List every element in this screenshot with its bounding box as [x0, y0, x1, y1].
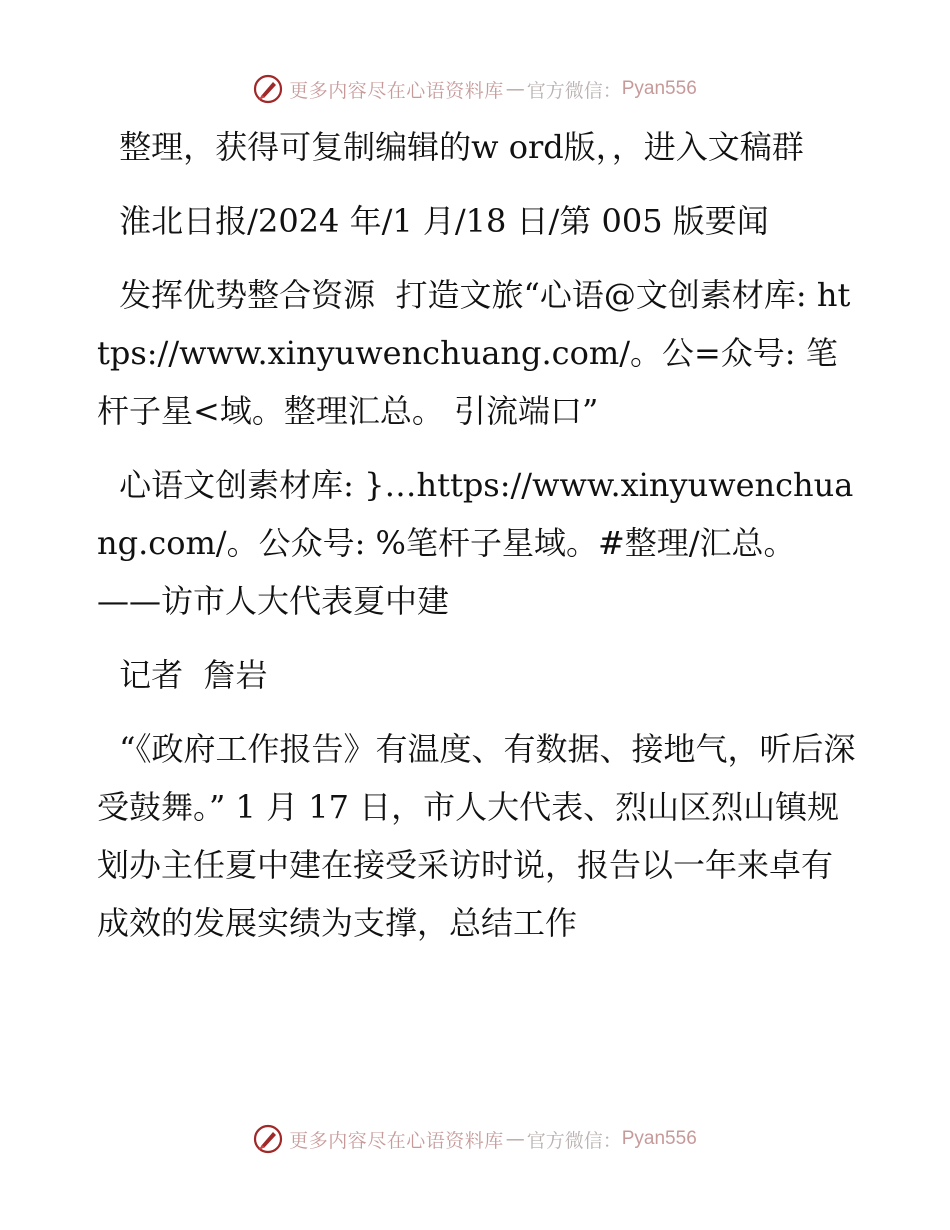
watermark-official-label: 官方微信：	[526, 79, 622, 102]
watermark-dash: —	[505, 78, 525, 100]
paragraph-intro: 整理，获得可复制编辑的w ord版，，进入文稿群	[109, 128, 804, 166]
watermark-site-text: 更多内容尽在心语资料库	[289, 79, 504, 102]
paragraph-byline: 记者 詹岩	[109, 656, 268, 694]
paragraph-headline: 发挥优势整合资源 打造文旅“心语@文创素材库: https://www.xinyuwenchuang.com/。公=众号: 笔杆子星<域。整理汇总。 引流端口”	[97, 276, 851, 430]
footer-watermark	[0, 1122, 950, 1156]
watermark-site-text: 更多内容尽在心语资料库	[289, 1129, 504, 1152]
brush-logo-icon	[253, 74, 283, 104]
watermark-wechat-id: Pyan556	[621, 78, 697, 99]
paragraph-body: “《政府工作报告》有温度、有数据、接地气，听后深受鼓舞。” 1 月 17 日，市人大代表、烈山区烈山镇规划办主任夏中建在接受采访时说，报告以一年来卓有成效的发展实绩为支撑，总结工作	[97, 730, 856, 942]
watermark-dash: —	[505, 1128, 525, 1150]
paragraph-subheadline: 心语文创素材库: }…https://www.xinyuwenchuang.com/。公众号: %笔杆子星域。#整理/汇总。——访市人大代表夏中建	[97, 466, 854, 620]
watermark-wechat-id: Pyan556	[621, 1128, 697, 1149]
watermark-official-label: 官方微信：	[526, 1129, 622, 1152]
brush-logo-icon	[253, 1124, 283, 1154]
header-watermark	[0, 72, 950, 106]
document-body	[97, 118, 857, 968]
paragraph-source: 淮北日报/2024 年/1 月/18 日/第 005 版要闻	[109, 202, 769, 240]
